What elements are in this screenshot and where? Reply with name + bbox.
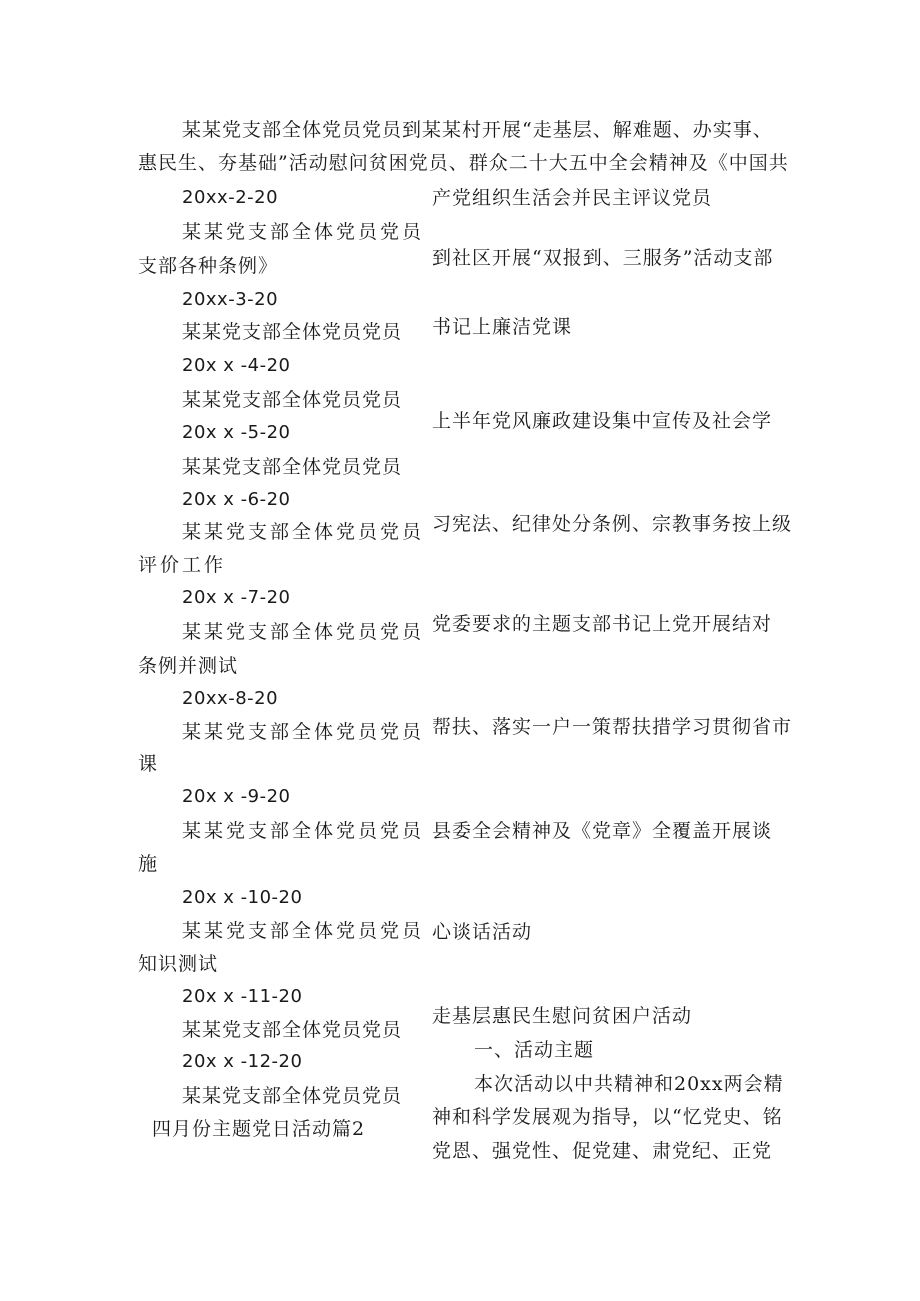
left-participants-11: 某某党支部全体党员党员 bbox=[182, 1085, 403, 1107]
section-heading-article-2: 四月份主题党日活动篇2 bbox=[152, 1118, 366, 1140]
right-line-1: 产党组织生活会并民主评议党员 bbox=[432, 187, 713, 209]
left-continuation-1: 支部各种条例》 bbox=[138, 255, 279, 277]
left-date-sep: 20x x -9-20 bbox=[182, 786, 291, 807]
right-line-8: 县委全会精神及《党章》全覆盖开展谈 bbox=[432, 820, 773, 842]
right-line-5: 习宪法、纪律处分条例、宗教事务按上级 bbox=[432, 513, 793, 535]
left-continuation-5: 施 bbox=[138, 853, 159, 875]
right-paragraph-line-1: 本次活动以中共精神和20xx两会精 bbox=[474, 1073, 784, 1095]
left-participants-9: 某某党支部全体党员党员 bbox=[182, 920, 425, 942]
right-line-6: 党委要求的主题支部书记上党开展结对 bbox=[432, 613, 773, 635]
right-line-4: 上半年党风廉政建设集中宣传及社会学 bbox=[432, 410, 773, 432]
right-paragraph-line-3: 党恩、强党性、促党建、肃党纪、正党 bbox=[432, 1140, 773, 1162]
left-participants-10: 某某党支部全体党员党员 bbox=[182, 1019, 403, 1041]
left-participants-5: 某某党支部全体党员党员 bbox=[182, 521, 425, 543]
activity-theme-heading: 一、活动主题 bbox=[474, 1039, 595, 1061]
left-participants-7: 某某党支部全体党员党员 bbox=[182, 721, 425, 743]
intro-line-2: 惠民生、夯基础”活动慰问贫困党员、群众二十大五中全会精神及《中国共 bbox=[138, 152, 789, 174]
right-paragraph-line-2: 神和科学发展观为指导，以“忆党史、铭 bbox=[432, 1106, 783, 1128]
right-line-3: 书记上廉洁党课 bbox=[432, 316, 573, 338]
left-date-aug: 20xx-8-20 bbox=[182, 688, 279, 709]
left-date-jun: 20x x -6-20 bbox=[182, 489, 291, 510]
left-date-jul: 20x x -7-20 bbox=[182, 587, 291, 608]
left-date-oct: 20x x -10-20 bbox=[182, 887, 303, 908]
left-participants-8: 某某党支部全体党员党员 bbox=[182, 820, 425, 842]
left-participants-3: 某某党支部全体党员党员 bbox=[182, 389, 403, 411]
right-line-9: 心谈话活动 bbox=[432, 921, 533, 943]
left-continuation-2: 评价工作 bbox=[138, 554, 227, 576]
left-participants-4: 某某党支部全体党员党员 bbox=[182, 456, 403, 478]
left-participants-2: 某某党支部全体党员党员 bbox=[182, 321, 403, 343]
intro-line-1: 某某党支部全体党员党员到某某村开展“走基层、解难题、办实事、 bbox=[182, 119, 773, 141]
left-date-apr: 20x x -4-20 bbox=[182, 355, 291, 376]
left-continuation-3: 条例并测试 bbox=[138, 655, 239, 677]
left-date-nov: 20x x -11-20 bbox=[182, 986, 303, 1007]
left-date-mar: 20xx-3-20 bbox=[182, 289, 279, 310]
left-participants-1: 某某党支部全体党员党员 bbox=[182, 221, 425, 243]
left-date-feb: 20xx-2-20 bbox=[182, 187, 279, 208]
right-line-2: 到社区开展“双报到、三服务”活动支部 bbox=[432, 247, 774, 269]
left-continuation-6: 知识测试 bbox=[138, 953, 219, 975]
right-line-10: 走基层惠民生慰问贫困户活动 bbox=[432, 1005, 693, 1027]
left-date-dec: 20x x -12-20 bbox=[182, 1051, 303, 1072]
right-line-7: 帮扶、落实一户一策帮扶措学习贯彻省市 bbox=[432, 716, 793, 738]
left-date-may: 20x x -5-20 bbox=[182, 422, 291, 443]
left-participants-6: 某某党支部全体党员党员 bbox=[182, 621, 425, 643]
left-continuation-4: 课 bbox=[138, 753, 159, 775]
